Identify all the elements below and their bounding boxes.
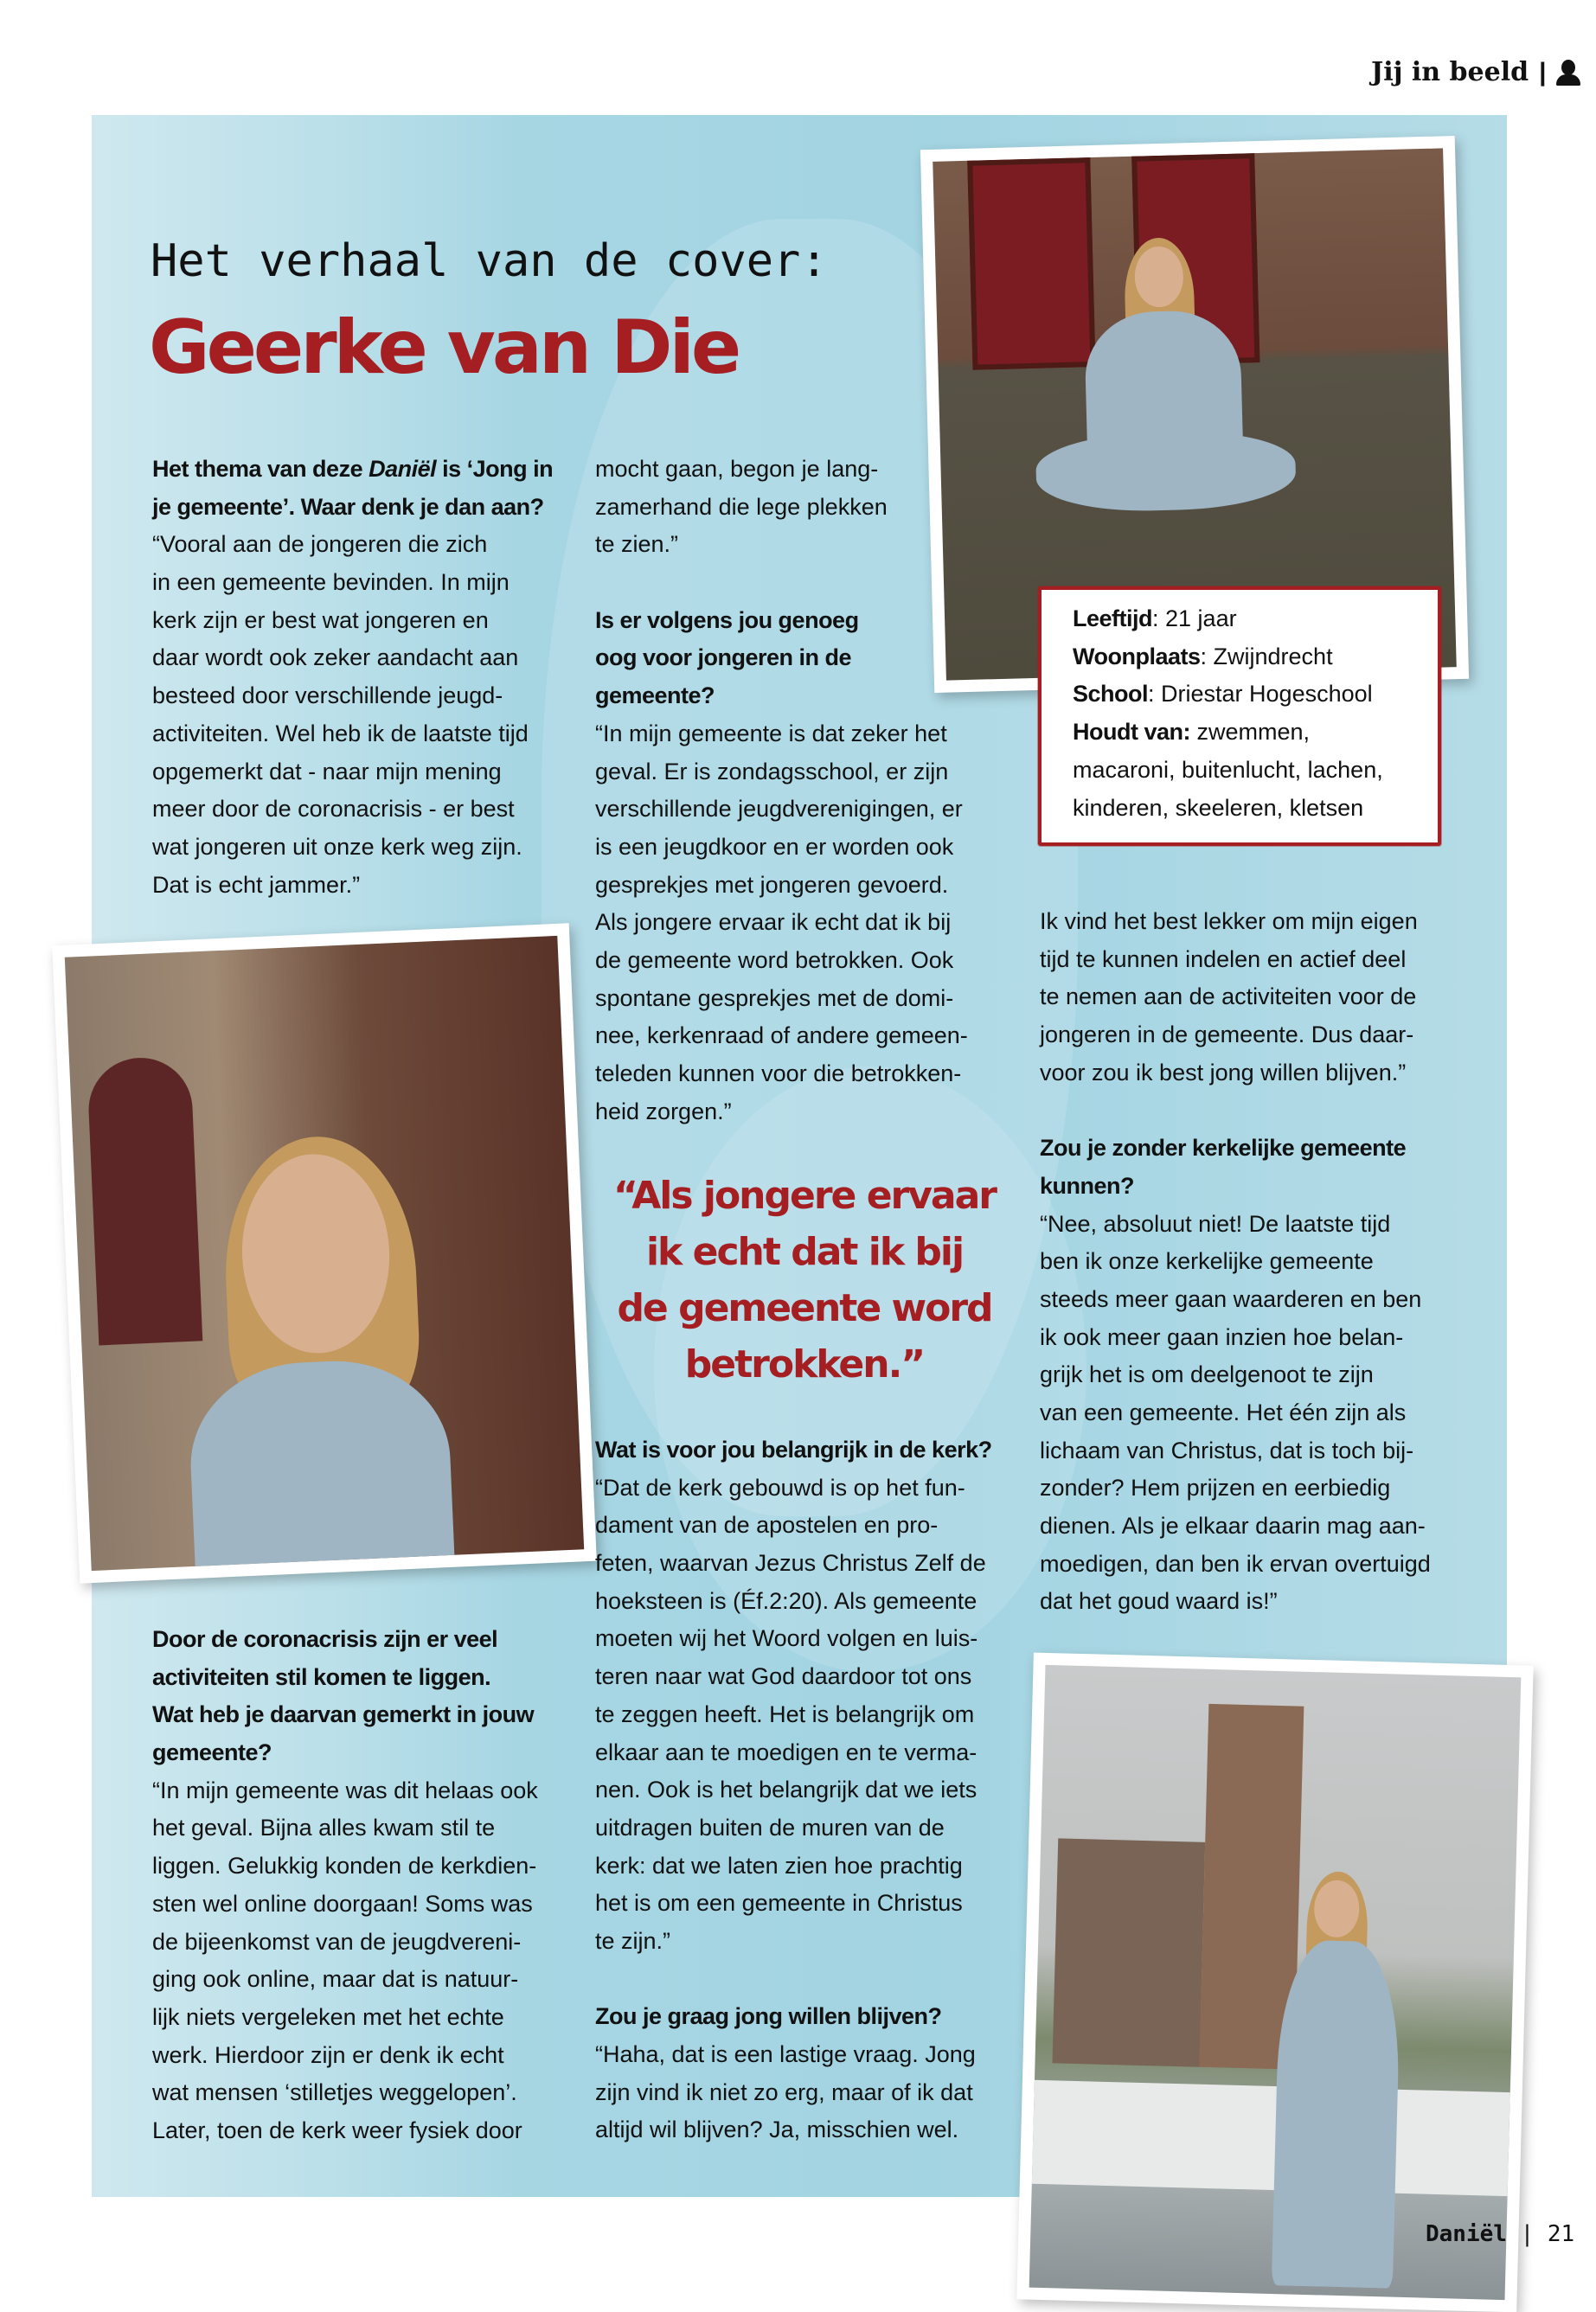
text-line xyxy=(595,564,1028,602)
text-line: uitdragen buiten de muren van de xyxy=(595,1814,945,1841)
section-header xyxy=(1371,57,1580,87)
text-segment: zwemmen, xyxy=(1190,719,1311,746)
text-line xyxy=(152,489,585,527)
text-line: grijk het is om deelgenoot te zijn xyxy=(1040,1361,1374,1388)
column-1-intro xyxy=(152,451,585,904)
text-line: kerk zijn er best wat jongeren en xyxy=(152,606,489,633)
text-line: Dat is echt jammer.” xyxy=(152,871,361,898)
text-line xyxy=(1040,1168,1472,1206)
text-line: kerk: dat we laten zien hoe prachtig xyxy=(595,1852,963,1879)
text-line: is een jeugdkoor en er worden ook xyxy=(595,833,954,860)
text-line: zijn vind ik niet zo erg, maar of ik dat xyxy=(595,2078,973,2105)
text-line xyxy=(595,1961,1028,1999)
text-line: nee, kerkenraad of andere gemeen- xyxy=(595,1022,968,1049)
text-line: Als jongere ervaar ik echt dat ik bij xyxy=(595,909,952,936)
text-line xyxy=(595,1998,1028,2036)
text-line: de gemeente word betrokken. Ook xyxy=(595,946,954,973)
text-line: dament van de apostelen en pro- xyxy=(595,1512,939,1539)
bold-text-segment: je gemeente’. Waar denk je dan aan? xyxy=(152,493,544,520)
person-icon xyxy=(1556,60,1580,86)
text-line: tijd te kunnen indelen en actief deel xyxy=(1040,945,1407,972)
text-line: nen. Ook is het belangrijk dat we iets xyxy=(595,1777,977,1803)
quote-line: “Als jongere ervaar xyxy=(612,1174,997,1218)
magazine-name: Daniël xyxy=(1426,2221,1507,2247)
text-line: te zeggen heeft. Het is belangrijk om xyxy=(595,1700,975,1727)
bold-text-segment: Houdt van: xyxy=(1073,719,1190,746)
info-line: kinderen, skeeleren, kletsen xyxy=(1073,794,1364,821)
text-line: activiteiten. Wel heb ik de laatste tijd xyxy=(152,720,529,746)
text-line: voor zou ik best jong willen blijven.” xyxy=(1040,1059,1407,1086)
bold-text-segment: activiteiten stil komen te liggen. xyxy=(152,1663,491,1690)
text-line: moeten wij het Woord volgen en luis- xyxy=(595,1625,978,1652)
text-line: zamerhand die lege plekken xyxy=(595,493,888,520)
photo-wall-portrait xyxy=(52,923,597,1583)
profile-info-box xyxy=(1038,586,1441,846)
text-line: teleden kunnen voor die betrokken- xyxy=(595,1060,962,1086)
bold-text-segment: Leeftijd xyxy=(1073,605,1153,631)
text-line: teren naar wat God daardoor tot ons xyxy=(595,1663,972,1690)
text-line xyxy=(152,1621,585,1659)
text-line: moedigen, dan ben ik ervan overtuigd xyxy=(1040,1550,1431,1577)
text-line xyxy=(152,1734,585,1772)
quote-line: de gemeente word xyxy=(617,1286,992,1330)
text-line xyxy=(1040,1130,1472,1168)
bold-text-segment: Zou je graag jong willen blijven? xyxy=(595,2003,942,2030)
text-line: lichaam van Christus, dat is toch bij- xyxy=(1040,1437,1414,1463)
info-line xyxy=(1073,676,1438,714)
text-line: liggen. Gelukkig konden de kerkdien- xyxy=(152,1853,537,1880)
photo-harbour-portrait xyxy=(1016,1653,1533,2312)
text-line: zonder? Hem prijzen en eerbiedig xyxy=(1040,1475,1391,1502)
column-2-top xyxy=(595,451,1028,1130)
text-line: werk. Hierdoor zijn er denk ik echt xyxy=(152,2041,504,2068)
text-line: in een gemeente bevinden. In mijn xyxy=(152,569,510,596)
text-line: Later, toen de kerk weer fysiek door xyxy=(152,2117,522,2143)
bold-text-segment: oog voor jongeren in de xyxy=(595,644,852,671)
text-line: “Haha, dat is een lastige vraag. Jong xyxy=(595,2041,976,2067)
text-line: de bijeenkomst van de jeugdvereni- xyxy=(152,1928,522,1955)
text-line: altijd wil blijven? Ja, misschien wel. xyxy=(595,2117,959,2143)
text-line xyxy=(152,451,585,489)
text-line xyxy=(1040,1092,1472,1130)
column-3 xyxy=(1040,903,1472,1621)
text-line: ben ik onze kerkelijke gemeente xyxy=(1040,1248,1374,1275)
article-title: Geerke van Die xyxy=(149,304,739,391)
text-line: gesprekjes met jongeren gevoerd. xyxy=(595,871,949,898)
quote-line: betrokken.” xyxy=(684,1342,925,1387)
bold-text-segment: Het thema van deze xyxy=(152,456,369,482)
text-line: steeds meer gaan waarderen en ben xyxy=(1040,1285,1422,1312)
text-line xyxy=(595,602,1028,640)
text-line: het is om een gemeente in Christus xyxy=(595,1890,963,1917)
section-label: Jij in beeld xyxy=(1371,57,1529,87)
text-line: heid zorgen.” xyxy=(595,1098,732,1124)
text-line: te nemen aan de activiteiten voor de xyxy=(1040,983,1417,1010)
pull-quote xyxy=(571,1168,1038,1393)
bold-text-segment: Wat is voor jou belangrijk in de kerk? xyxy=(595,1437,992,1463)
text-segment: : 21 jaar xyxy=(1152,605,1237,631)
text-line: te zijn.” xyxy=(595,1927,671,1954)
bold-text-segment: Is er volgens jou genoeg xyxy=(595,606,859,633)
text-line: jongeren in de gemeente. Dus daar- xyxy=(1040,1022,1414,1048)
text-line xyxy=(595,1431,1028,1470)
text-line: feten, waarvan Jezus Christus Zelf de xyxy=(595,1550,986,1577)
text-line: ik ook meer gaan inzien hoe belan- xyxy=(1040,1323,1404,1350)
column-2-bottom xyxy=(595,1431,1028,2149)
info-line: macaroni, buitenlucht, lachen, xyxy=(1073,756,1383,783)
bold-text-segment: Door de coronacrisis zijn er veel xyxy=(152,1626,498,1652)
text-line: “Nee, absoluut niet! De laatste tijd xyxy=(1040,1210,1391,1237)
bold-text-segment: Wat heb je daarvan gemerkt in jouw xyxy=(152,1701,535,1728)
text-segment: : Driestar Hogeschool xyxy=(1148,681,1373,708)
text-line xyxy=(152,1659,585,1697)
text-line xyxy=(152,1696,585,1734)
quote-line: ik echt dat ik bij xyxy=(645,1230,964,1274)
text-line: hoeksteen is (Éf.2:20). Als gemeente xyxy=(595,1587,977,1614)
text-line: daar wordt ook zeker aandacht aan xyxy=(152,644,519,671)
article-kicker: Het verhaal van de cover: xyxy=(151,235,828,287)
text-line: het geval. Bijna alles kwam stil te xyxy=(152,1815,496,1841)
text-line: ging ook online, maar dat is natuur- xyxy=(152,1966,519,1993)
text-line xyxy=(595,639,1028,677)
text-line: dat het goud waard is!” xyxy=(1040,1588,1278,1615)
bold-text-segment: School xyxy=(1073,681,1149,708)
bold-text-segment: Daniël xyxy=(369,456,437,482)
bold-text-segment: gemeente? xyxy=(152,1739,272,1766)
text-line: “Vooral aan de jongeren die zich xyxy=(152,531,488,558)
header-separator: | xyxy=(1539,57,1547,86)
text-line: verschillende jeugdverenigingen, er xyxy=(595,796,963,823)
text-line: opgemerkt dat - naar mijn mening xyxy=(152,758,502,785)
text-line: Ik vind het best lekker om mijn eigen xyxy=(1040,908,1418,934)
bold-text-segment: gemeente? xyxy=(595,682,715,709)
text-line: “In mijn gemeente is dat zeker het xyxy=(595,720,947,746)
text-line: elkaar aan te moedigen en te verma- xyxy=(595,1739,977,1765)
text-line: te zien.” xyxy=(595,531,679,558)
text-line: sten wel online doorgaan! Soms was xyxy=(152,1890,533,1917)
text-line: dienen. Als je elkaar daarin mag aan- xyxy=(1040,1513,1426,1539)
column-1-corona xyxy=(152,1621,585,2150)
text-line: besteed door verschillende jeugd- xyxy=(152,682,503,709)
bold-text-segment: kunnen? xyxy=(1040,1172,1134,1199)
text-line xyxy=(595,677,1028,715)
footer-separator: | xyxy=(1520,2221,1535,2247)
text-line: mocht gaan, begon je lang- xyxy=(595,456,879,482)
text-line: wat mensen ‘stilletjes weggelopen’. xyxy=(152,2079,517,2106)
text-line: spontane gesprekjes met de domi- xyxy=(595,984,954,1011)
page-number: 21 xyxy=(1547,2221,1575,2247)
text-segment: : Zwijndrecht xyxy=(1200,643,1333,669)
text-line: lijk niets vergeleken met het echte xyxy=(152,2003,504,2030)
bold-text-segment: Zou je zonder kerkelijke gemeente xyxy=(1040,1135,1407,1162)
text-line: meer door de coronacrisis - er best xyxy=(152,796,515,823)
text-line: “In mijn gemeente was dit helaas ook xyxy=(152,1777,538,1803)
info-line xyxy=(1073,714,1438,752)
bold-text-segment: is ‘Jong in xyxy=(436,456,554,482)
text-line: wat jongeren uit onze kerk weg zijn. xyxy=(152,833,522,860)
text-line: van een gemeente. Het één zijn als xyxy=(1040,1399,1407,1425)
bold-text-segment: Woonplaats xyxy=(1073,643,1201,669)
text-line: geval. Er is zondagsschool, er zijn xyxy=(595,758,949,785)
page-footer xyxy=(1426,2221,1574,2247)
text-line: “Dat de kerk gebouwd is op het fun- xyxy=(595,1474,965,1501)
info-line xyxy=(1073,638,1438,676)
info-line xyxy=(1073,600,1438,638)
